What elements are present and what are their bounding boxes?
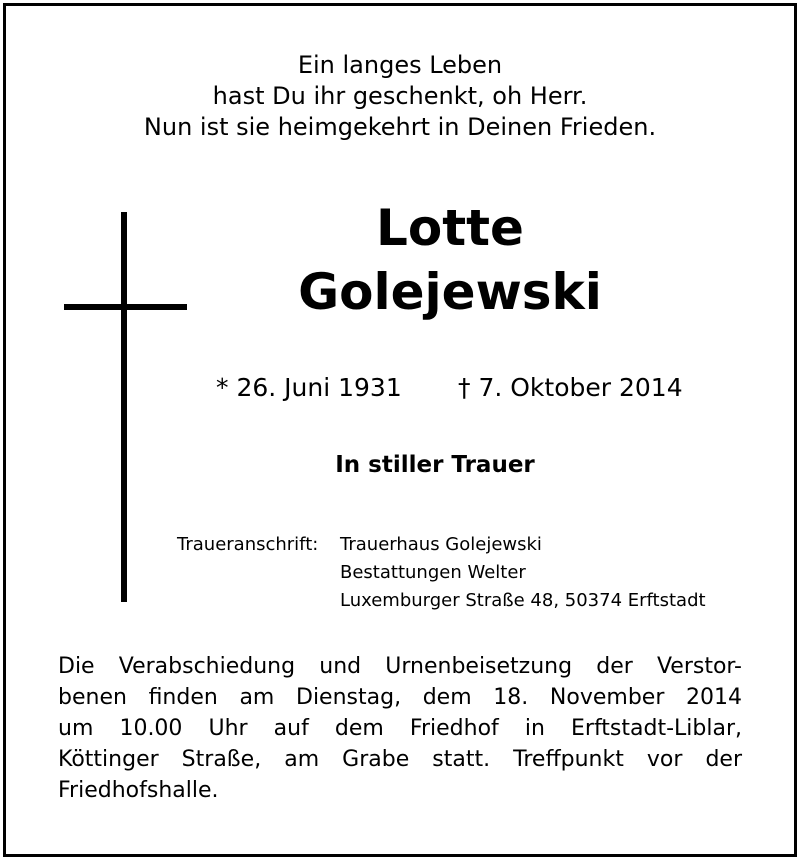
verse (0, 50, 800, 143)
notice-line-1: Die Verabschiedung und Urnenbeisetzung der Verstor- (58, 654, 742, 679)
funeral-notice (58, 651, 742, 806)
cross-icon (121, 212, 127, 602)
deceased-name (250, 196, 650, 324)
address-label: Traueranschrift: (177, 534, 319, 555)
notice-line-3: um 10.00 Uhr auf dem Friedhof in Erftstadt-Liblar, (58, 716, 742, 741)
verse-line-1: Ein langes Leben (297, 51, 503, 79)
address-line-2: Bestattungen Welter (340, 562, 526, 583)
address-line-1: Trauerhaus Golejewski (340, 534, 542, 555)
notice-line-4: Köttinger Straße, am Grabe statt. Treffpunkt vor der (58, 747, 742, 772)
birth-date: * 26. Juni 1931 (216, 373, 402, 402)
address-block (340, 531, 706, 615)
cross-icon-bar (64, 304, 187, 310)
deceased-first-name: Lotte (376, 199, 524, 257)
address-line-3: Luxemburger Straße 48, 50374 Erftstadt (340, 590, 706, 611)
notice-line-2: benen finden am Dienstag, dem 18. November 2014 (58, 685, 742, 710)
mourning-text: In stiller Trauer (335, 452, 535, 478)
deceased-last-name: Golejewski (298, 263, 602, 321)
notice-line-5: Friedhofshalle. (58, 778, 219, 803)
death-date: † 7. Oktober 2014 (458, 373, 683, 402)
verse-line-3: Nun ist sie heimgekehrt in Deinen Frieden. (143, 113, 657, 141)
verse-line-2: hast Du ihr geschenkt, oh Herr. (212, 82, 588, 110)
